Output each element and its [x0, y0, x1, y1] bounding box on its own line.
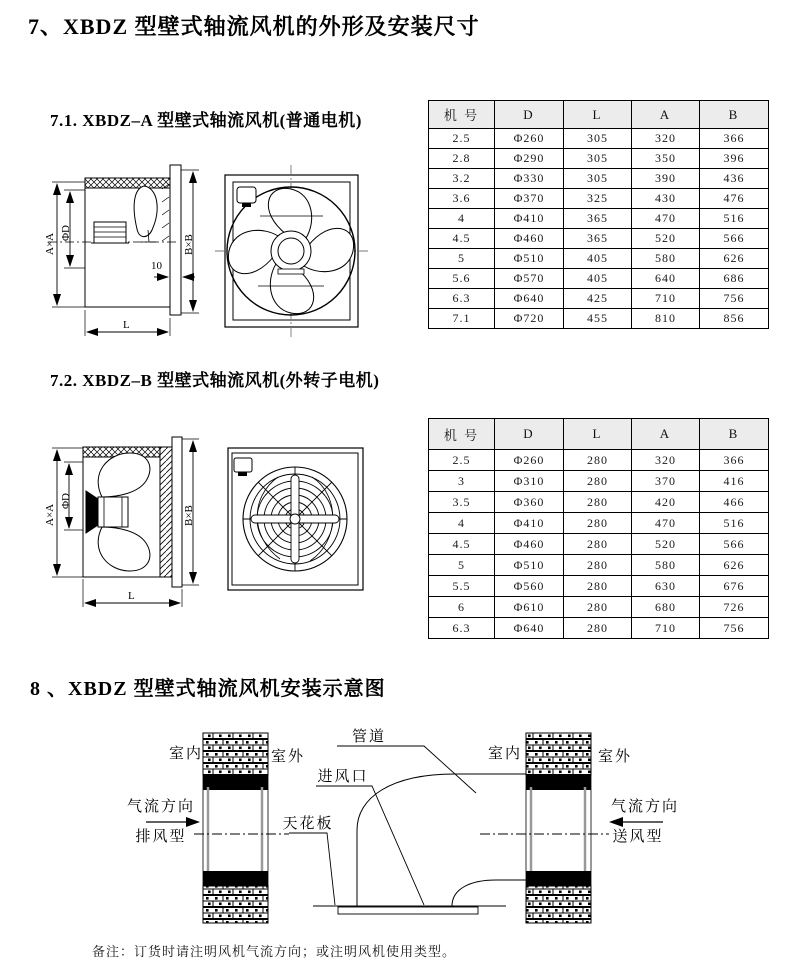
- page-title: 7、XBDZ 型壁式轴流风机的外形及安装尺寸: [28, 14, 480, 39]
- table-cell: 7.1: [429, 309, 495, 329]
- table-cell: 305: [564, 169, 632, 189]
- table-cell: 470: [632, 513, 700, 534]
- table-cell: 2.5: [429, 129, 495, 149]
- table-cell: 325: [564, 189, 632, 209]
- label-ceiling: 天花板: [282, 816, 334, 832]
- table-cell: Φ330: [495, 169, 564, 189]
- xbdz-b-front-view: [228, 448, 363, 590]
- xbdz-a-drawings: [28, 152, 408, 352]
- table-cell: Φ410: [495, 513, 564, 534]
- table-cell: Φ570: [495, 269, 564, 289]
- table-header-row: [429, 419, 769, 450]
- table-cell: 280: [564, 450, 632, 471]
- table-cell: 686: [700, 269, 769, 289]
- table-cell: 856: [700, 309, 769, 329]
- table-cell: 280: [564, 597, 632, 618]
- table-cell: 305: [564, 149, 632, 169]
- dim-label-l: L: [128, 590, 135, 602]
- table-cell: 756: [700, 618, 769, 639]
- table-cell: 4.5: [429, 229, 495, 249]
- table-cell: Φ410: [495, 209, 564, 229]
- section-7-2-heading: 7.2. XBDZ–B 型壁式轴流风机(外转子电机): [50, 371, 380, 390]
- table-cell: Φ260: [495, 450, 564, 471]
- table-cell: 420: [632, 492, 700, 513]
- table-cell: 436: [700, 169, 769, 189]
- xbdz-b-drawings: [28, 425, 388, 625]
- table-cell: 810: [632, 309, 700, 329]
- column-header: 机 号: [429, 419, 495, 450]
- table-row: [429, 492, 769, 513]
- airflow-arrow-left: [146, 817, 200, 827]
- label-supply-type: 送风型: [612, 829, 664, 845]
- table-row: [429, 534, 769, 555]
- table-cell: 3: [429, 471, 495, 492]
- table-row: [429, 189, 769, 209]
- installation-diagram: [118, 703, 696, 963]
- table-cell: Φ290: [495, 149, 564, 169]
- table-cell: 470: [632, 209, 700, 229]
- table-cell: 6.3: [429, 289, 495, 309]
- airflow-arrow-right: [609, 817, 663, 827]
- table-cell: 6: [429, 597, 495, 618]
- grille: [243, 467, 347, 571]
- table-cell: 2.5: [429, 450, 495, 471]
- column-header: D: [495, 419, 564, 450]
- xbdz-a-side-view: [44, 165, 199, 336]
- table-cell: Φ640: [495, 618, 564, 639]
- table-cell: 580: [632, 555, 700, 576]
- table-cell: 280: [564, 471, 632, 492]
- table-cell: 3.2: [429, 169, 495, 189]
- section-8-heading: 8 、XBDZ 型壁式轴流风机安装示意图: [30, 678, 386, 700]
- table-row: [429, 618, 769, 639]
- table-row: [429, 209, 769, 229]
- table-cell: 520: [632, 534, 700, 555]
- table-cell: Φ460: [495, 534, 564, 555]
- dim-label-bxb: B×B: [183, 505, 195, 526]
- table-cell: 280: [564, 576, 632, 597]
- label-indoor-right: 室内: [487, 746, 523, 762]
- dim-label-axa: A×A: [44, 232, 56, 255]
- table-cell: 425: [564, 289, 632, 309]
- table-cell: Φ510: [495, 555, 564, 576]
- table-cell: 320: [632, 450, 700, 471]
- table-cell: 5.5: [429, 576, 495, 597]
- table-cell: 305: [564, 129, 632, 149]
- column-header: A: [632, 419, 700, 450]
- section-7-1-heading: 7.1. XBDZ–A 型壁式轴流风机(普通电机): [50, 111, 362, 130]
- dim-label-10: 10: [151, 260, 162, 272]
- table-cell: 3.5: [429, 492, 495, 513]
- table-cell: 756: [700, 289, 769, 309]
- table-row: [429, 129, 769, 149]
- table-cell: 455: [564, 309, 632, 329]
- table-row: [429, 471, 769, 492]
- label-duct: 管道: [351, 729, 387, 745]
- label-indoor-left: 室内: [168, 746, 204, 762]
- table-cell: 680: [632, 597, 700, 618]
- table-cell: 4: [429, 513, 495, 534]
- table-cell: 630: [632, 576, 700, 597]
- column-header: B: [700, 419, 769, 450]
- table-row: [429, 555, 769, 576]
- table-cell: 390: [632, 169, 700, 189]
- column-header: 机 号: [429, 101, 495, 129]
- xbdz-b-side-view: [44, 437, 199, 607]
- order-note: 备注：订货时请注明风机气流方向；或注明风机使用类型。: [92, 944, 457, 959]
- table-cell: 516: [700, 209, 769, 229]
- dim-label-bxb: B×B: [183, 234, 195, 255]
- label-outdoor-right: 室外: [597, 749, 633, 765]
- table-cell: 710: [632, 289, 700, 309]
- duct-and-ceiling: [313, 774, 526, 914]
- label-airflow-right: 气流方向: [610, 799, 680, 815]
- table-cell: 280: [564, 513, 632, 534]
- table-cell: 476: [700, 189, 769, 209]
- dim-label-l: L: [123, 319, 130, 331]
- table-cell: Φ260: [495, 129, 564, 149]
- table-cell: 366: [700, 129, 769, 149]
- table-row: [429, 289, 769, 309]
- table-cell: 280: [564, 555, 632, 576]
- label-airflow-left: 气流方向: [126, 799, 196, 815]
- table-row: [429, 309, 769, 329]
- right-wall-supply-fan: [526, 733, 591, 923]
- table-cell: 640: [632, 269, 700, 289]
- table-cell: 365: [564, 229, 632, 249]
- table-row: [429, 249, 769, 269]
- label-exhaust-type: 排风型: [135, 829, 187, 845]
- dim-label-axa: A×A: [44, 503, 56, 526]
- dim-label-phid: ΦD: [60, 225, 72, 241]
- table-cell: 5.6: [429, 269, 495, 289]
- left-wall-exhaust-fan: [203, 733, 268, 923]
- table-cell: 676: [700, 576, 769, 597]
- table-cell: 6.3: [429, 618, 495, 639]
- table-row: [429, 269, 769, 289]
- table-cell: 2.8: [429, 149, 495, 169]
- table-cell: 566: [700, 229, 769, 249]
- table-cell: 430: [632, 189, 700, 209]
- table-cell: 5: [429, 555, 495, 576]
- table-cell: 3.6: [429, 189, 495, 209]
- column-header: L: [564, 101, 632, 129]
- table-cell: Φ560: [495, 576, 564, 597]
- table-cell: Φ610: [495, 597, 564, 618]
- column-header: L: [564, 419, 632, 450]
- column-header: D: [495, 101, 564, 129]
- dim-label-phid: ΦD: [60, 493, 72, 509]
- table-cell: 416: [700, 471, 769, 492]
- table-cell: 280: [564, 534, 632, 555]
- table-cell: 466: [700, 492, 769, 513]
- table-cell: 520: [632, 229, 700, 249]
- table-cell: Φ720: [495, 309, 564, 329]
- table-cell: 370: [632, 471, 700, 492]
- column-header: A: [632, 101, 700, 129]
- label-outdoor-left: 室外: [270, 749, 306, 765]
- table-cell: 626: [700, 249, 769, 269]
- table-header-row: [429, 101, 769, 129]
- table-cell: 580: [632, 249, 700, 269]
- table-cell: 280: [564, 492, 632, 513]
- table-cell: Φ360: [495, 492, 564, 513]
- table-cell: 626: [700, 555, 769, 576]
- table-cell: 710: [632, 618, 700, 639]
- table-cell: 405: [564, 269, 632, 289]
- table-cell: 366: [700, 450, 769, 471]
- table-cell: Φ310: [495, 471, 564, 492]
- table-cell: Φ640: [495, 289, 564, 309]
- column-header: B: [700, 101, 769, 129]
- table-row: [429, 149, 769, 169]
- table-cell: Φ460: [495, 229, 564, 249]
- table-row: [429, 229, 769, 249]
- table-cell: 4.5: [429, 534, 495, 555]
- table-row: [429, 169, 769, 189]
- table-cell: Φ370: [495, 189, 564, 209]
- table-cell: 4: [429, 209, 495, 229]
- table-cell: 365: [564, 209, 632, 229]
- label-inlet: 进风口: [317, 769, 369, 785]
- dimension-table-xbdz-b: [428, 418, 769, 639]
- xbdz-a-front-view: [215, 165, 368, 337]
- table-row: [429, 597, 769, 618]
- table-cell: Φ510: [495, 249, 564, 269]
- table-row: [429, 450, 769, 471]
- table-cell: 350: [632, 149, 700, 169]
- table-cell: 320: [632, 129, 700, 149]
- motor: [91, 222, 129, 243]
- table-cell: 726: [700, 597, 769, 618]
- table-cell: 566: [700, 534, 769, 555]
- table-cell: 396: [700, 149, 769, 169]
- table-cell: 280: [564, 618, 632, 639]
- table-cell: 405: [564, 249, 632, 269]
- table-cell: 5: [429, 249, 495, 269]
- table-cell: 516: [700, 513, 769, 534]
- table-row: [429, 513, 769, 534]
- table-row: [429, 576, 769, 597]
- dimension-table-xbdz-a: [428, 100, 769, 329]
